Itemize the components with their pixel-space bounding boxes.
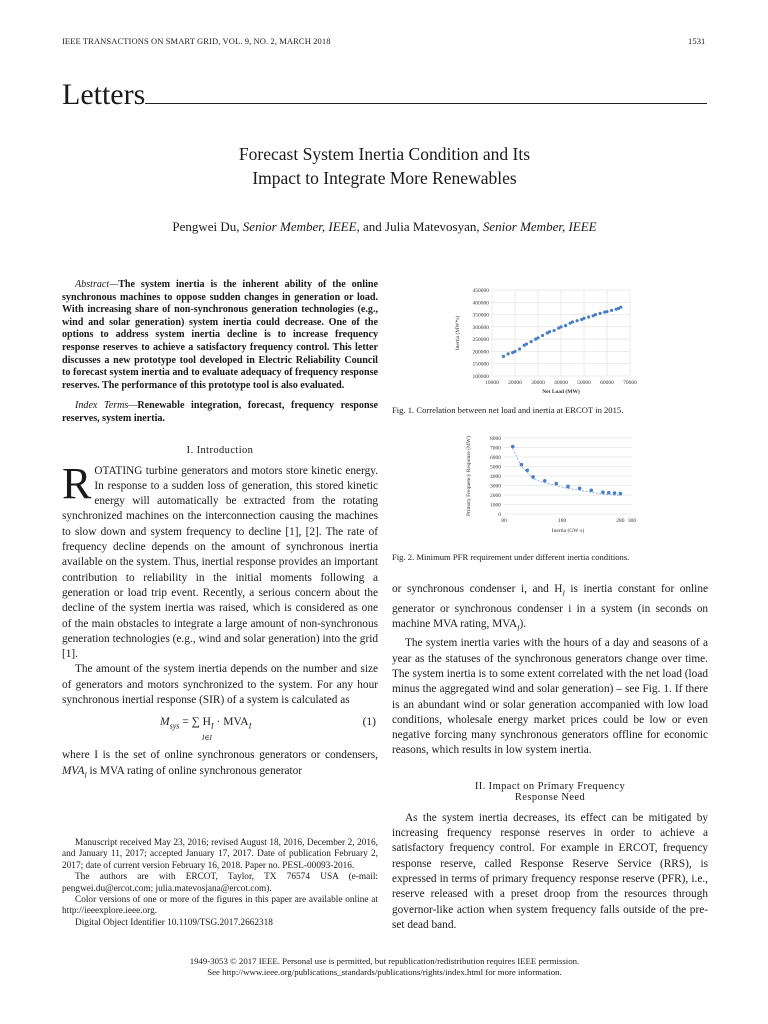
fig1-point bbox=[594, 313, 597, 316]
footnote-authors: The authors are with ERCOT, Taylor, TX 76574 USA (e-mail: pengwei.du@ercot.com; julia.matevosjana@ercot.com). bbox=[62, 872, 378, 894]
rp1-b: is inertia constant for online generator or synchronous condenser i in a system (in seconds on machine MVA rating, MVA bbox=[392, 583, 708, 630]
fig2-point bbox=[601, 490, 605, 494]
eq-lhs-sub: sys bbox=[169, 721, 180, 731]
fig1-y-tick: 300000 bbox=[472, 324, 489, 331]
fig1-point bbox=[541, 334, 544, 337]
fig2-y-tick: 1000 bbox=[490, 502, 501, 509]
fig2-point bbox=[511, 445, 515, 449]
fig1-point bbox=[587, 315, 590, 318]
author-2-role: Senior Member, IEEE bbox=[482, 219, 597, 234]
fig1-point bbox=[599, 312, 602, 315]
fig2-x-tick: 280 bbox=[616, 518, 625, 524]
fig2-point bbox=[607, 491, 611, 495]
rp1-c: ). bbox=[519, 617, 527, 630]
fig1-x-tick: 40000 bbox=[554, 380, 568, 386]
fig2-point bbox=[589, 488, 593, 492]
fig1-gridlines bbox=[492, 290, 630, 376]
eq-rhs-sub: I bbox=[211, 721, 214, 731]
index-terms bbox=[62, 400, 378, 425]
author-line bbox=[62, 219, 707, 235]
fig2-y-tick: 2000 bbox=[490, 493, 501, 499]
rp1-a: or synchronous condenser i, and H bbox=[392, 583, 563, 595]
p3-b: MVA bbox=[62, 764, 85, 777]
copyright-notice bbox=[62, 956, 707, 978]
fig2-y-tick: 6000 bbox=[490, 455, 501, 461]
right-paragraph-3: As the system inertia decreases, its effect can be mitigated by increasing frequency response reserves in order to achieve a satisfactory frequency control. For example in ERCOT, frequency response reserve, called Response Reserve Service (RRS), is expressed in terms of primary frequency response reserve (PFR), i.e., reserve released with a preset droop from the resources through governor-like action when system frequency falls outside of the pre-set dead band. bbox=[392, 811, 708, 931]
index-terms-text: Renewable integration, forecast, frequency response reserves, system inertia. bbox=[62, 400, 378, 424]
fig1-y-axis-label: Inertia (MW*s) bbox=[455, 315, 461, 351]
drop-cap: R bbox=[62, 458, 92, 508]
footnote-doi: Digital Object Identifier 10.1109/TSG.2017.2662318 bbox=[75, 917, 273, 928]
intro-paragraph-3: where I is the set of online synchronous generators or condensers, $MVA_I$ is MVA rating of online synchronous generator bbox=[62, 749, 378, 779]
fig1-point bbox=[548, 330, 551, 333]
copyright-line-2: See http://www.ieee.org/publications_standards/publications/rights/index.html for more information. bbox=[207, 967, 562, 977]
paper-title bbox=[62, 142, 707, 190]
fig1-y-tick: 400000 bbox=[472, 300, 489, 307]
abstract-text: The system inertia is the inherent ability of the online synchronous machines to oppose sudden changes in generation or load. With increasing share of non-synchronous generation technologies (e.g., wind and solar generation) system inertia could decrease. One of the options to address system inertia decline is to increase frequency response reserves to achieve a satisfactory frequency control. This letter discusses a new prototype tool developed in Electric Reliability Council to forecast system inertia and to evaluate adequacy of frequency response reserves. The performance of this prototype tool is also evaluated. bbox=[62, 279, 378, 391]
fig1-y-tick: 200000 bbox=[472, 349, 489, 356]
fig2-point bbox=[520, 463, 524, 467]
fig2-trendline bbox=[513, 449, 621, 496]
fig1-point bbox=[507, 352, 510, 355]
fig2-point bbox=[566, 485, 570, 489]
fig1-point bbox=[536, 336, 539, 339]
eq-dot: · MVA bbox=[213, 716, 249, 729]
eq-dot-sub: I bbox=[248, 721, 252, 731]
p3-c: is MVA rating of online synchronous generator bbox=[89, 764, 303, 777]
intro-p1-text: OTATING turbine generators and motors store kinetic energy. In response to a sudden loss of generation, this stored kinetic energy will automatically be extracted from the rotating synchronized machines on the interconnection causing the machines to slow down and system frequency to decline [1], [2]. The rate of frequency decline depends on the amount of synchronous inertia available on the system. Thus, inertial response provides an important contribution to reliability in the initial moments following a generation or load trip event. Recently, a serious concern about the decline of the system inertia was raised, which is considered as one of the main obstacles to integrate a large amount of non-synchronous generation technologies (e.g., wind and solar generation) into the grid [1]. bbox=[62, 464, 378, 661]
fig2-y-tick: 5000 bbox=[490, 464, 501, 471]
section-heading-introduction: I. Introduction bbox=[186, 444, 254, 456]
section-label: Letters bbox=[62, 78, 146, 111]
footnote-received: Manuscript received May 23, 2016; revised August 18, 2016, December 2, 2016, and January 11, 2017; accepted January 17, 2017. Date of publication February 2, 2017; date of current version February 16, 2018. Paper no. PESL-00093-2016. bbox=[62, 838, 378, 871]
fig1-point bbox=[553, 329, 556, 332]
intro-paragraph-2: The amount of the system inertia depends on the number and size of generators and motors synchronized to the system. For any hour synchronous inertial response (SIR) of a system is calculated as bbox=[62, 663, 378, 706]
left-column bbox=[62, 279, 378, 783]
eq-rhs: = ∑ H bbox=[182, 716, 211, 729]
fig1-point bbox=[619, 306, 622, 309]
fig2-point bbox=[619, 492, 623, 496]
intro-paragraph-1 bbox=[62, 458, 378, 663]
fig2-x-axis-label: Inertia (GW·s) bbox=[551, 528, 585, 534]
figure-2-caption: Fig. 2. Minimum PFR requirement under different inertia conditions. bbox=[392, 552, 630, 562]
fig1-point bbox=[513, 350, 516, 353]
eq-sum-sub: I∈I bbox=[202, 734, 212, 743]
fig2-y-tick: 4000 bbox=[490, 474, 501, 480]
author-and: and bbox=[363, 219, 382, 234]
fig1-x-tick: 60000 bbox=[600, 380, 614, 386]
footnote bbox=[62, 838, 378, 929]
fig1-point bbox=[525, 342, 528, 345]
footnote-color: Color versions of one or more of the figures in this paper are available online at http://ieeexplore.ieee.org. bbox=[62, 895, 378, 917]
fig2-point bbox=[555, 482, 559, 486]
fig1-point bbox=[502, 355, 505, 358]
fig2-point bbox=[531, 475, 535, 479]
fig2-ticks bbox=[490, 436, 636, 524]
abstract bbox=[62, 279, 378, 392]
fig1-points bbox=[502, 306, 623, 358]
title-line-2: Impact to Integrate More Renewables bbox=[252, 168, 517, 188]
fig1-point bbox=[559, 325, 562, 328]
fig2-x-tick: 80 bbox=[501, 518, 507, 524]
fig1-point bbox=[564, 324, 567, 327]
fig1-point bbox=[530, 340, 533, 343]
copyright-line-1: 1949-3053 © 2017 IEEE. Personal use is permitted, but republication/redistribution requires IEEE permission. bbox=[189, 956, 580, 966]
equation-1 bbox=[62, 712, 378, 746]
right-paragraph-1: or synchronous condenser i, and $H_I$ is inertia constant for online generator or synchronous condenser i in a system (in seconds on machine MVA rating, $MVA_I$). bbox=[392, 583, 708, 633]
fig1-ticks bbox=[473, 288, 638, 386]
section-heading-2-line-2: Response Need bbox=[514, 791, 586, 803]
author-1: Pengwei Du, bbox=[172, 219, 240, 234]
fig1-point bbox=[571, 320, 574, 323]
fig1-y-tick: 150000 bbox=[472, 361, 489, 368]
title-line-1: Forecast System Inertia Condition and Its bbox=[238, 144, 531, 164]
figure-1-caption: Fig. 1. Correlation between net load and inertia at ERCOT in 2015. bbox=[392, 405, 624, 415]
page-number: 1531 bbox=[688, 36, 706, 46]
fig1-y-tick: 100000 bbox=[472, 374, 489, 380]
fig1-y-tick: 350000 bbox=[472, 312, 489, 319]
fig1-y-tick: 250000 bbox=[472, 337, 489, 344]
eq-lhs: M bbox=[160, 716, 170, 729]
fig2-y-tick: 0 bbox=[498, 512, 501, 518]
fig2-x-tick: 180 bbox=[558, 518, 567, 524]
fig2-point bbox=[525, 469, 529, 473]
figure-2-chart bbox=[456, 432, 636, 540]
fig2-y-tick: 8000 bbox=[490, 436, 501, 442]
fig1-point bbox=[582, 317, 585, 320]
fig1-point bbox=[518, 347, 521, 350]
fig1-x-tick: 30000 bbox=[531, 380, 545, 386]
right-paragraph-2: The system inertia varies with the hours of a day and seasons of a year as the statuses of the synchronous generators change over time. The system inertia is to some extent correlated with the net load (load minus the aggregated wind and solar generation) – see Fig. 1. If there is an abundant wind or solar generation accompanied with low load conditions, wholesale energy market prices could be low or even negative forcing many synchronous generators offline for economic reasons, which results in low system inertia. bbox=[392, 637, 708, 757]
fig2-y-tick: 3000 bbox=[490, 483, 501, 490]
abstract-label: Abstract— bbox=[75, 279, 119, 290]
fig2-point bbox=[578, 487, 582, 491]
fig1-x-tick: 50000 bbox=[577, 380, 591, 386]
fig1-x-axis-label: Net Load (MW) bbox=[542, 389, 580, 395]
fig1-point bbox=[610, 309, 613, 312]
fig2-x-tick: 300 bbox=[627, 518, 636, 524]
section-heading-2-line-1: II. Impact on Primary Frequency bbox=[474, 780, 626, 792]
fig2-y-tick: 7000 bbox=[490, 445, 501, 452]
fig2-point bbox=[613, 491, 617, 495]
running-header: IEEE TRANSACTIONS ON SMART GRID, VOL. 9, NO. 2, MARCH 2018 bbox=[62, 36, 331, 46]
right-column bbox=[392, 582, 708, 933]
eq-number: (1) bbox=[362, 716, 376, 729]
header-rule bbox=[145, 103, 707, 104]
index-terms-label: Index Terms— bbox=[75, 400, 138, 412]
fig1-x-tick: 10000 bbox=[485, 380, 499, 386]
fig1-x-tick: 70000 bbox=[623, 380, 637, 386]
fig2-y-axis-label: Primary Frequency Response (MW) bbox=[466, 436, 472, 516]
fig2-point bbox=[543, 479, 547, 483]
fig2-gridlines bbox=[504, 438, 632, 514]
fig1-point bbox=[605, 310, 608, 313]
author-1-role: Senior Member, IEEE, bbox=[242, 219, 360, 234]
fig1-x-tick: 20000 bbox=[508, 380, 522, 386]
fig1-point bbox=[576, 319, 579, 322]
figure-1-chart bbox=[448, 282, 648, 400]
fig1-y-tick: 450000 bbox=[472, 288, 489, 294]
p3-a: where I is the set of online synchronous generators or condensers, bbox=[62, 749, 378, 762]
author-2: Julia Matevosyan, bbox=[385, 219, 480, 234]
